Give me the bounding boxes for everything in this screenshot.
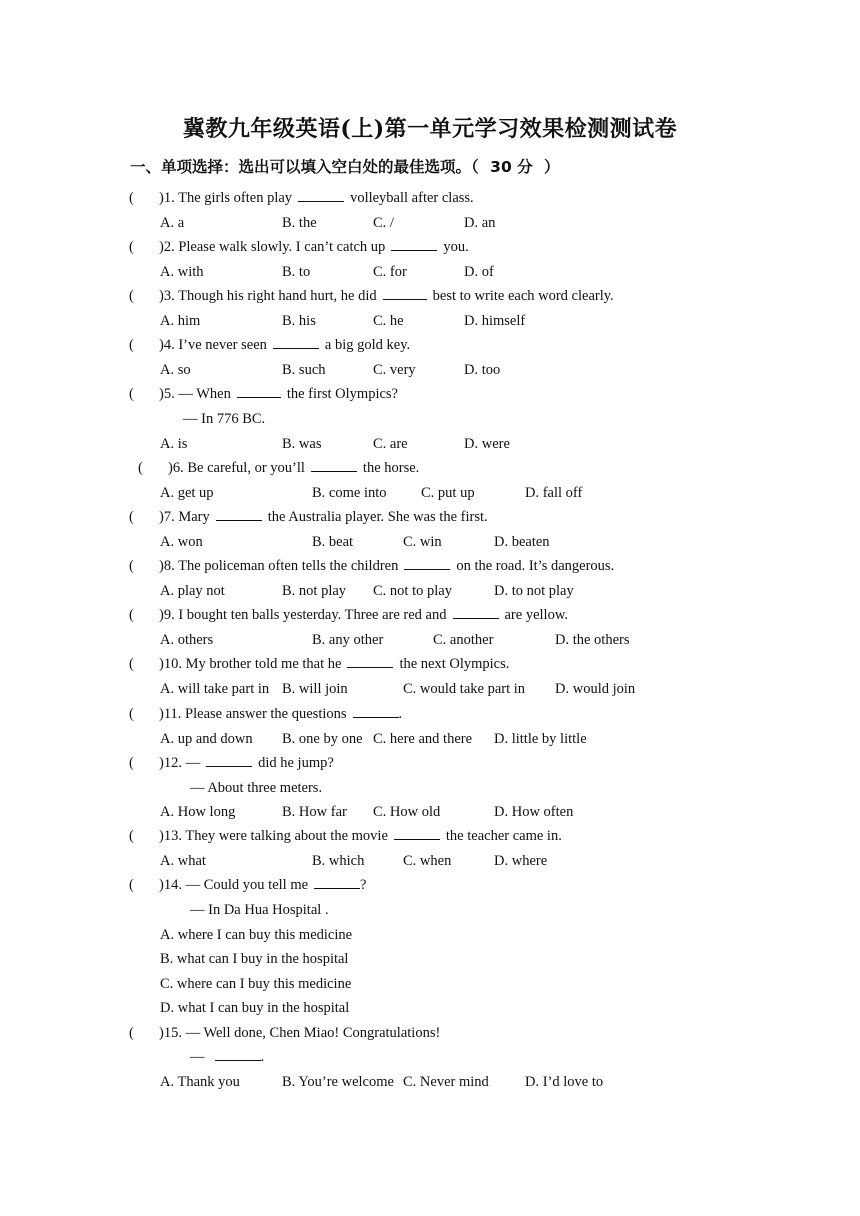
option-c: C. where can I buy this medicine: [160, 976, 352, 992]
question-text: — Well done, Chen Miao! Congratulations!: [185, 1025, 441, 1041]
answer-blank: [347, 654, 393, 668]
option-d: D. an: [464, 215, 496, 231]
answer-blank: [314, 875, 360, 889]
page-title: 冀教九年级英语(上)第一单元学习效果检测测试卷: [182, 116, 678, 142]
question-text: My brother told me that he: [185, 656, 342, 672]
question-text-after: a big gold key.: [324, 337, 411, 353]
option-d: D. where: [494, 853, 548, 869]
question-number: )8.: [159, 558, 175, 574]
answer-blank: [237, 384, 281, 398]
option-a: A. him: [160, 313, 201, 329]
option-a: A. where I can buy this medicine: [160, 927, 353, 943]
answer-paren: (: [129, 239, 134, 255]
question-6: [138, 458, 419, 478]
question-9: [129, 605, 568, 625]
section-points: 30 分: [490, 158, 533, 176]
question-12: [129, 753, 334, 773]
option-b: B. which: [312, 853, 365, 869]
option-b: B. what can I buy in the hospital: [160, 951, 349, 967]
option-d: D. I’d love to: [525, 1074, 604, 1090]
option-a: A. How long: [160, 804, 236, 820]
answer-paren: (: [129, 337, 134, 353]
option-d: D. would join: [555, 681, 636, 697]
question-number: )4.: [159, 337, 175, 353]
option-d: D. what I can buy in the hospital: [160, 1000, 350, 1016]
option-d: D. were: [464, 436, 510, 452]
answer-paren: (: [129, 190, 134, 206]
question-text-after: the next Olympics.: [399, 656, 510, 672]
option-a: A. play not: [160, 583, 225, 599]
question-5: [129, 384, 398, 404]
question-number: )9.: [159, 607, 175, 623]
question-2: [129, 237, 469, 257]
answer-paren: (: [129, 656, 134, 672]
option-a: A. will take part in: [160, 681, 270, 697]
question-text-after: ?: [360, 877, 367, 893]
answer-paren: (: [138, 460, 143, 476]
option-a: A. won: [160, 534, 203, 550]
answer-blank: [206, 753, 252, 767]
question-number: )14.: [159, 877, 182, 893]
option-d: D. of: [464, 264, 494, 280]
option-a: A. is: [160, 436, 188, 452]
question-text: I bought ten balls yesterday. Three are red and: [178, 607, 447, 623]
question-text: Please answer the questions: [185, 706, 347, 722]
option-d: D. the others: [555, 632, 630, 648]
question-text: Please walk slowly. I can’t catch up: [178, 239, 386, 255]
answer-blank: [453, 605, 499, 619]
question-text: Be careful, or you’ll: [187, 460, 305, 476]
option-d: D. How often: [494, 804, 574, 820]
question-number: )7.: [159, 509, 175, 525]
reply-period: .: [260, 1049, 265, 1065]
option-a: A. what: [160, 853, 206, 869]
question-number: )12.: [159, 755, 182, 771]
answer-paren: (: [129, 509, 134, 525]
option-c: C. here and there: [373, 731, 473, 747]
question-15: [129, 1023, 440, 1043]
answer-blank: [394, 826, 440, 840]
question-number: )5.: [159, 386, 175, 402]
dialogue-reply: [190, 1047, 264, 1067]
answer-paren: (: [129, 706, 134, 722]
question-1: [129, 188, 474, 208]
answer-blank: [391, 237, 437, 251]
question-text: They were talking about the movie: [185, 828, 388, 844]
question-text: —: [185, 755, 201, 771]
option-d: D. himself: [464, 313, 526, 329]
question-number: )6.: [168, 460, 184, 476]
option-a: A. Thank you: [160, 1074, 240, 1090]
option-c: C. /: [373, 215, 394, 231]
answer-blank: [298, 188, 344, 202]
answer-blank: [216, 507, 262, 521]
section-heading: [130, 155, 560, 177]
option-d: D. fall off: [525, 485, 583, 501]
option-a: A. so: [160, 362, 191, 378]
option-a: A. others: [160, 632, 214, 648]
answer-paren: (: [129, 607, 134, 623]
dialogue-reply: — About three meters.: [190, 780, 323, 796]
question-text: Though his right hand hurt, he did: [178, 288, 377, 304]
answer-blank: [215, 1047, 261, 1061]
option-d: D. little by little: [494, 731, 587, 747]
question-text-after: the horse.: [362, 460, 420, 476]
question-10: [129, 654, 509, 674]
option-b: B. to: [282, 264, 311, 280]
section-heading-text: 一、单项选择：选出可以填入空白处的最佳选项。（: [130, 158, 479, 176]
option-b: B. How far: [282, 804, 347, 820]
option-d: D. to not play: [494, 583, 574, 599]
question-text: The girls often play: [178, 190, 293, 206]
question-text: Mary: [178, 509, 210, 525]
option-c: C. very: [373, 362, 416, 378]
option-a: A. a: [160, 215, 185, 231]
question-number: )3.: [159, 288, 175, 304]
answer-paren: (: [129, 386, 134, 402]
question-text-after: are yellow.: [504, 607, 568, 623]
option-b: B. his: [282, 313, 316, 329]
question-text-after: on the road. It’s dangerous.: [456, 558, 615, 574]
question-text: — When: [178, 386, 231, 402]
question-text: I’ve never seen: [178, 337, 267, 353]
option-b: B. the: [282, 215, 317, 231]
answer-paren: (: [129, 828, 134, 844]
answer-blank: [404, 556, 450, 570]
option-c: C. Never mind: [403, 1074, 489, 1090]
question-number: )10.: [159, 656, 182, 672]
answer-paren: (: [129, 755, 134, 771]
answer-blank: [273, 335, 319, 349]
question-text-after: the teacher came in.: [445, 828, 562, 844]
answer-paren: (: [129, 1025, 134, 1041]
question-text-after: the first Olympics?: [286, 386, 398, 402]
question-number: )1.: [159, 190, 175, 206]
section-heading-close: ）: [544, 158, 560, 176]
answer-paren: (: [129, 877, 134, 893]
reply-dash: —: [190, 1049, 205, 1065]
option-b: B. will join: [282, 681, 348, 697]
dialogue-reply: — In Da Hua Hospital .: [190, 902, 329, 918]
question-text-after: best to write each word clearly.: [432, 288, 614, 304]
question-13: [129, 826, 562, 846]
option-d: D. too: [464, 362, 501, 378]
option-a: A. with: [160, 264, 204, 280]
answer-paren: (: [129, 288, 134, 304]
option-c: C. How old: [373, 804, 441, 820]
question-number: )13.: [159, 828, 182, 844]
option-d: D. beaten: [494, 534, 550, 550]
option-b: B. not play: [282, 583, 347, 599]
option-b: B. was: [282, 436, 322, 452]
question-text: — Could you tell me: [185, 877, 309, 893]
question-11: [129, 704, 402, 724]
option-c: C. not to play: [373, 583, 452, 599]
question-4: [129, 335, 410, 355]
option-b: B. any other: [312, 632, 384, 648]
option-b: B. come into: [312, 485, 387, 501]
question-number: )2.: [159, 239, 175, 255]
question-3: [129, 286, 614, 306]
question-text: The policeman often tells the children: [178, 558, 399, 574]
option-b: B. one by one: [282, 731, 363, 747]
answer-blank: [311, 458, 357, 472]
question-8: [129, 556, 614, 576]
option-c: C. another: [433, 632, 494, 648]
question-number: )15.: [159, 1025, 182, 1041]
answer-blank: [383, 286, 427, 300]
question-text-after: did he jump?: [258, 755, 334, 771]
option-a: A. get up: [160, 485, 214, 501]
question-number: )11.: [159, 706, 182, 722]
option-c: C. put up: [421, 485, 475, 501]
option-c: C. are: [373, 436, 408, 452]
option-a: A. up and down: [160, 731, 253, 747]
answer-blank: [353, 704, 399, 718]
option-c: C. win: [403, 534, 442, 550]
option-c: C. would take part in: [403, 681, 526, 697]
question-text-after: you.: [443, 239, 469, 255]
question-14: [129, 875, 366, 895]
option-b: B. such: [282, 362, 326, 378]
option-b: B. beat: [312, 534, 354, 550]
option-c: C. for: [373, 264, 407, 280]
question-text-after: the Australia player. She was the first.: [267, 509, 488, 525]
option-b: B. You’re welcome: [282, 1074, 394, 1090]
option-c: C. when: [403, 853, 452, 869]
question-text-after: .: [398, 706, 403, 722]
answer-paren: (: [129, 558, 134, 574]
option-c: C. he: [373, 313, 404, 329]
question-text-after: volleyball after class.: [350, 190, 474, 206]
dialogue-reply: — In 776 BC.: [183, 411, 266, 427]
question-7: [129, 507, 488, 527]
